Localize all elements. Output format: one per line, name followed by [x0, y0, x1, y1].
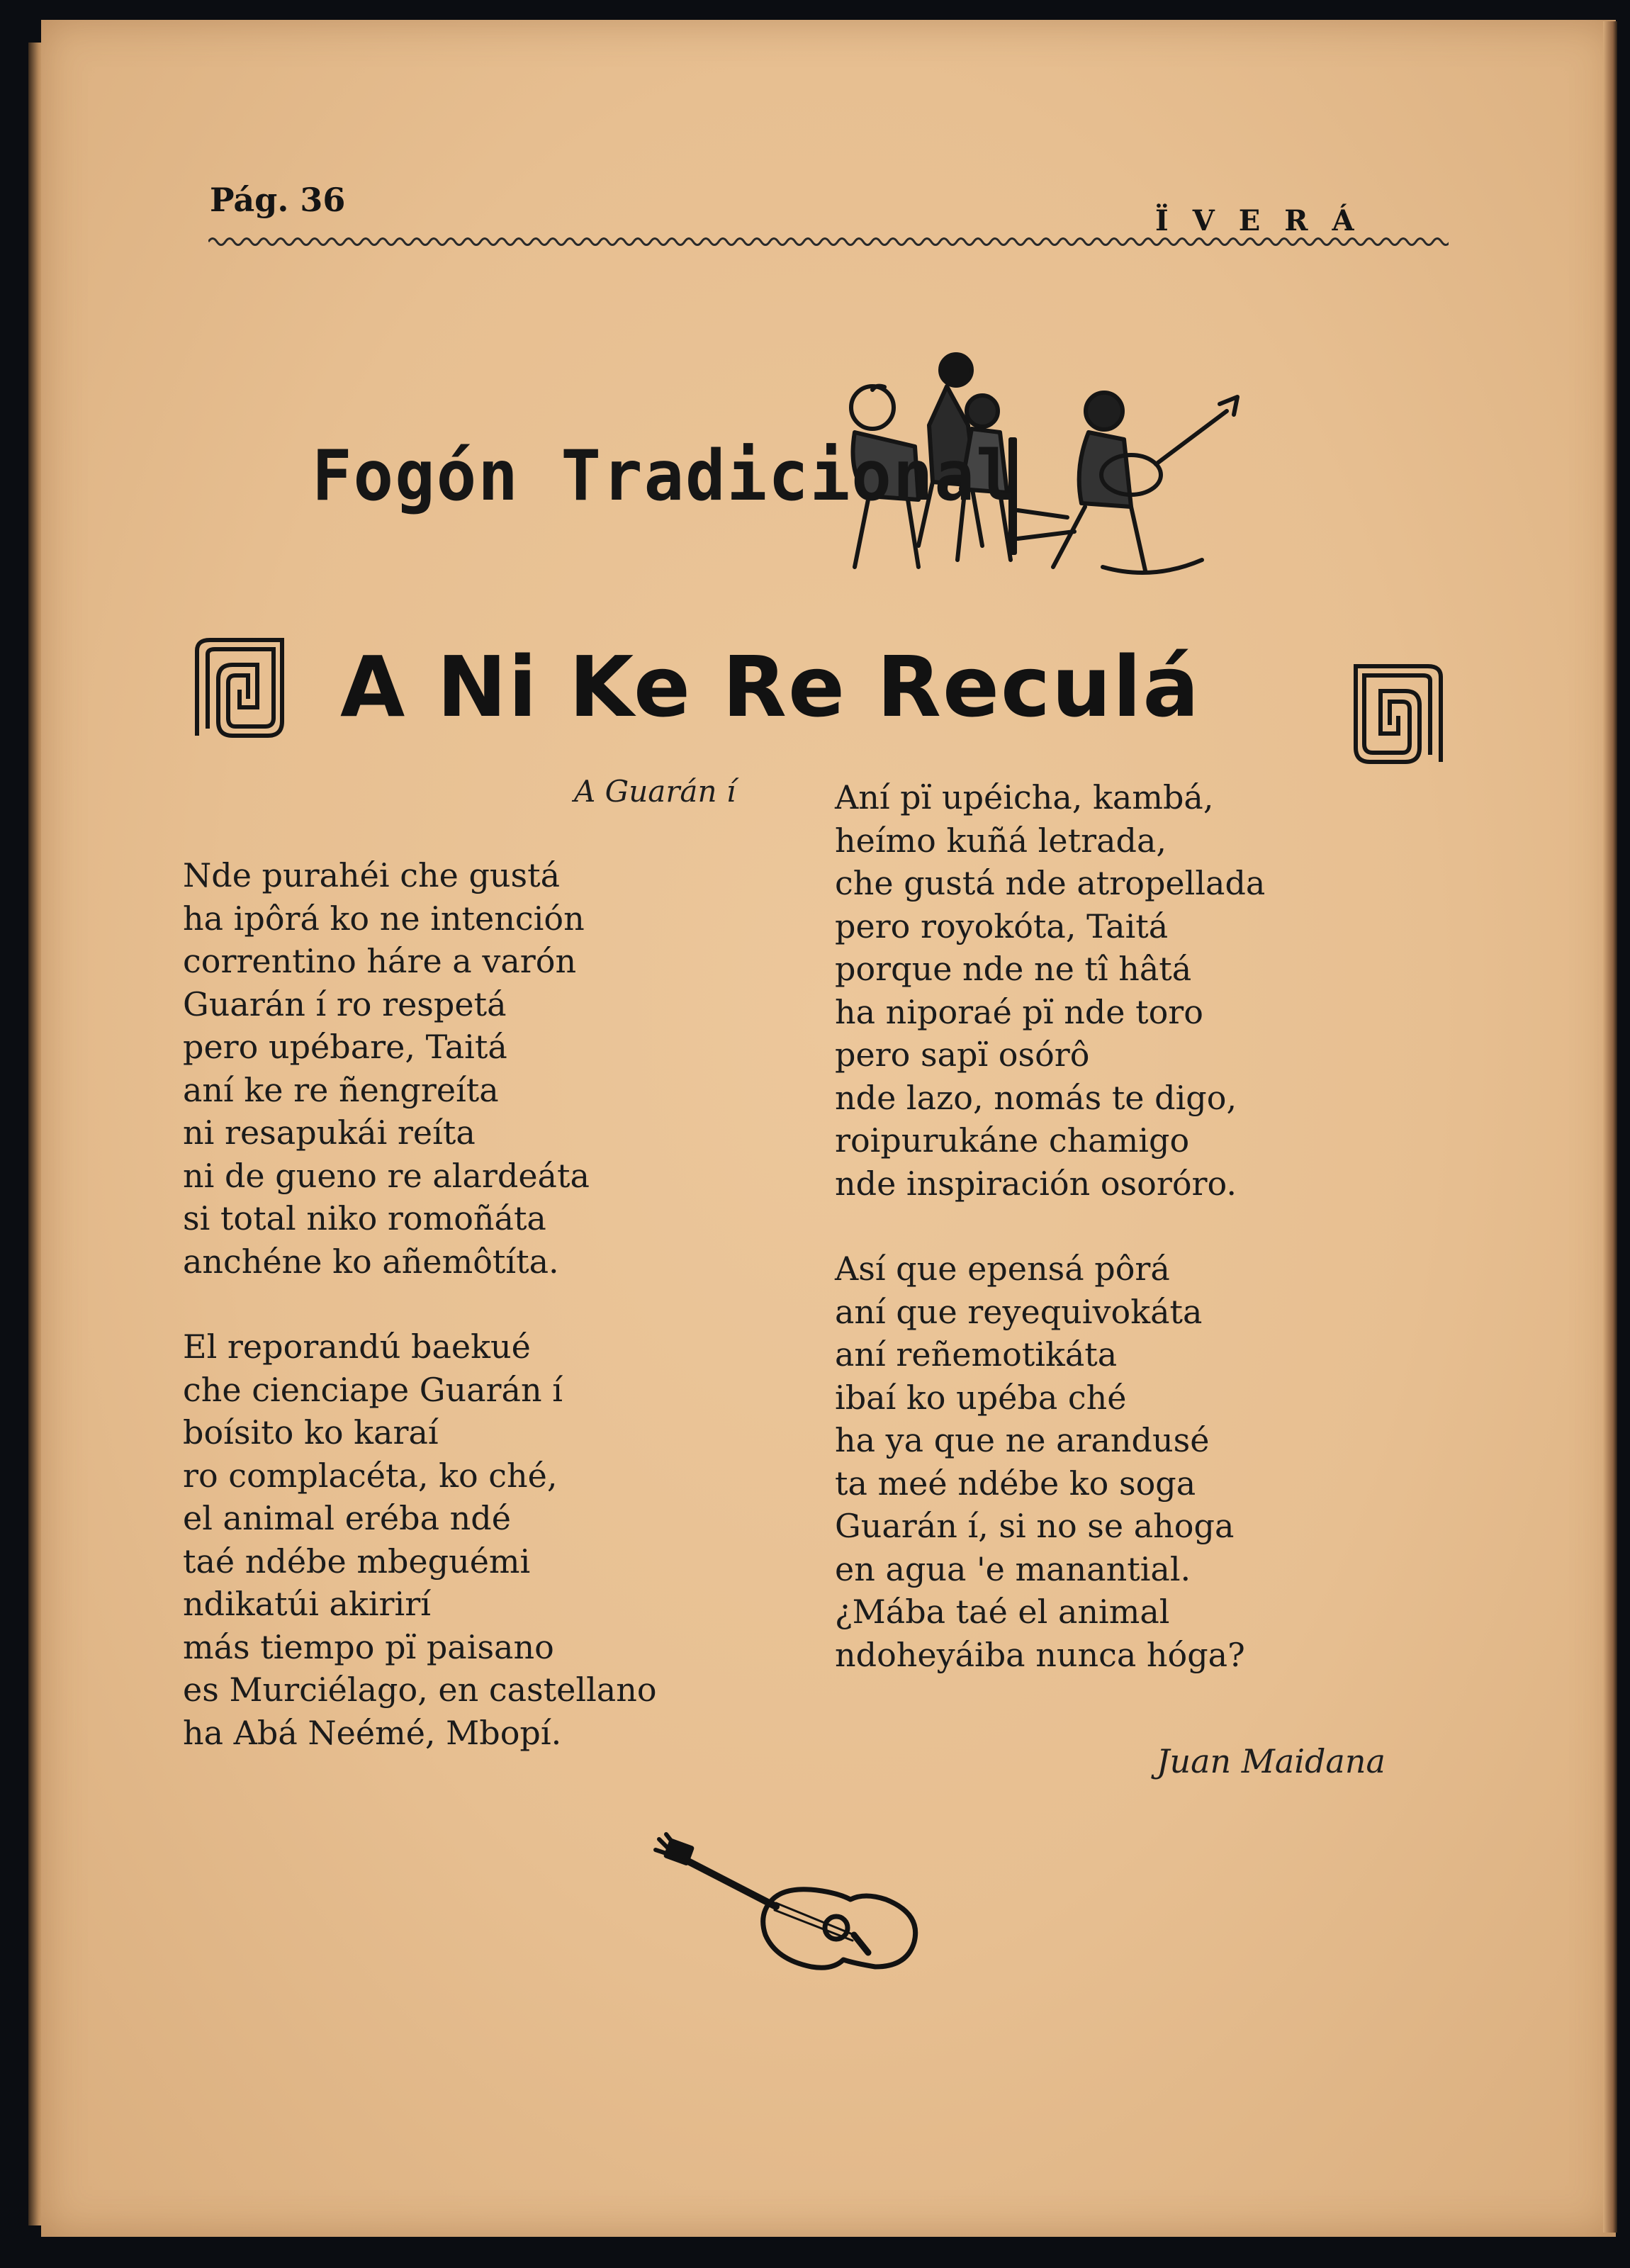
swirl-ornament-right [1338, 663, 1448, 769]
verse-line: más tiempo pï paisano [183, 1627, 554, 1666]
verse-line: ndikatúi akirirí [183, 1585, 431, 1623]
verse-line: pero royokóta, Taitá [835, 906, 1169, 945]
verse-line: en agua 'e manantial. [835, 1549, 1191, 1588]
verse-line: porque nde ne tî hâtá [835, 950, 1192, 988]
stanza [183, 854, 657, 1283]
journal-title: ÏVERÁ [1155, 204, 1378, 237]
verse-line: ¿Mába taé el animal [835, 1593, 1170, 1631]
poem-left-column [183, 854, 657, 1797]
verse-line: che gustá nde atropellada [835, 864, 1266, 902]
verse-line: boísito ko karaí [183, 1413, 439, 1452]
poem-dedication: A Guarán í [574, 774, 736, 809]
verse-line: ibaí ko upéba ché [835, 1378, 1127, 1417]
verse-line: aní reñemotikáta [835, 1335, 1118, 1374]
page-edge-right [1603, 21, 1617, 2233]
verse-line: ndoheyáiba nunca hóga? [835, 1635, 1245, 1674]
verse-line: nde lazo, nomás te digo, [835, 1078, 1237, 1117]
wavy-header-rule [208, 234, 1449, 249]
guitar-illustration [641, 1829, 925, 1999]
verse-line: Aní pï upéicha, kambá, [835, 778, 1214, 816]
page-number: Pág. 36 [210, 181, 346, 219]
author-signature: Juan Maidana [1157, 1742, 1386, 1780]
verse-line: Así que epensá pôrá [835, 1250, 1170, 1288]
verse-line: taé ndébe mbeguémi [183, 1542, 531, 1581]
verse-line: roipurukáne chamigo [835, 1121, 1190, 1160]
stanza [835, 776, 1265, 1205]
verse-line: ni de gueno re alardeáta [183, 1156, 590, 1195]
verse-line: ha ya que ne arandusé [835, 1421, 1210, 1459]
verse-line: pero sapï osórô [835, 1035, 1090, 1074]
verse-line: heímo kuñá letrada, [835, 821, 1167, 860]
verse-line: pero upébare, Taitá [183, 1028, 507, 1066]
verse-line: Nde purahéi che gustá [183, 856, 561, 894]
stanza [835, 1247, 1265, 1676]
verse-line: Guarán í, si no se ahoga [835, 1507, 1235, 1545]
verse-line: che cienciape Guarán í [183, 1370, 563, 1409]
verse-line: correntino háre a varón [183, 942, 577, 980]
verse-line: nde inspiración osoróro. [835, 1164, 1237, 1203]
verse-line: ha niporaé pï nde toro [835, 992, 1203, 1031]
verse-line: Guarán í ro respetá [183, 984, 507, 1023]
poem-title: A Ni Ke Re Reculá [340, 638, 1201, 736]
verse-line: ro complacéta, ko ché, [183, 1456, 558, 1495]
section-title: Fogón Tradicional [312, 436, 1018, 517]
verse-line: ni resapukái reíta [183, 1113, 476, 1152]
verse-line: ha ipôrá ko ne intención [183, 899, 585, 938]
verse-line: aní ke re ñengreíta [183, 1070, 499, 1109]
verse-line: ta meé ndébe ko soga [835, 1464, 1196, 1503]
verse-line: si total niko romoñáta [183, 1199, 546, 1237]
stanza [183, 1325, 657, 1754]
poem-right-column [835, 776, 1265, 1719]
verse-line: es Murciélago, en castellano [183, 1671, 657, 1709]
verse-line: anchéne ko añemôtíta. [183, 1242, 559, 1281]
verse-line: aní que reyequivokáta [835, 1292, 1203, 1331]
swirl-ornament-left [190, 636, 289, 743]
verse-line: ha Abá Neémé, Mbopí. [183, 1713, 562, 1752]
verse-line: el animal eréba ndé [183, 1499, 511, 1537]
verse-line: El reporandú baekué [183, 1327, 531, 1366]
